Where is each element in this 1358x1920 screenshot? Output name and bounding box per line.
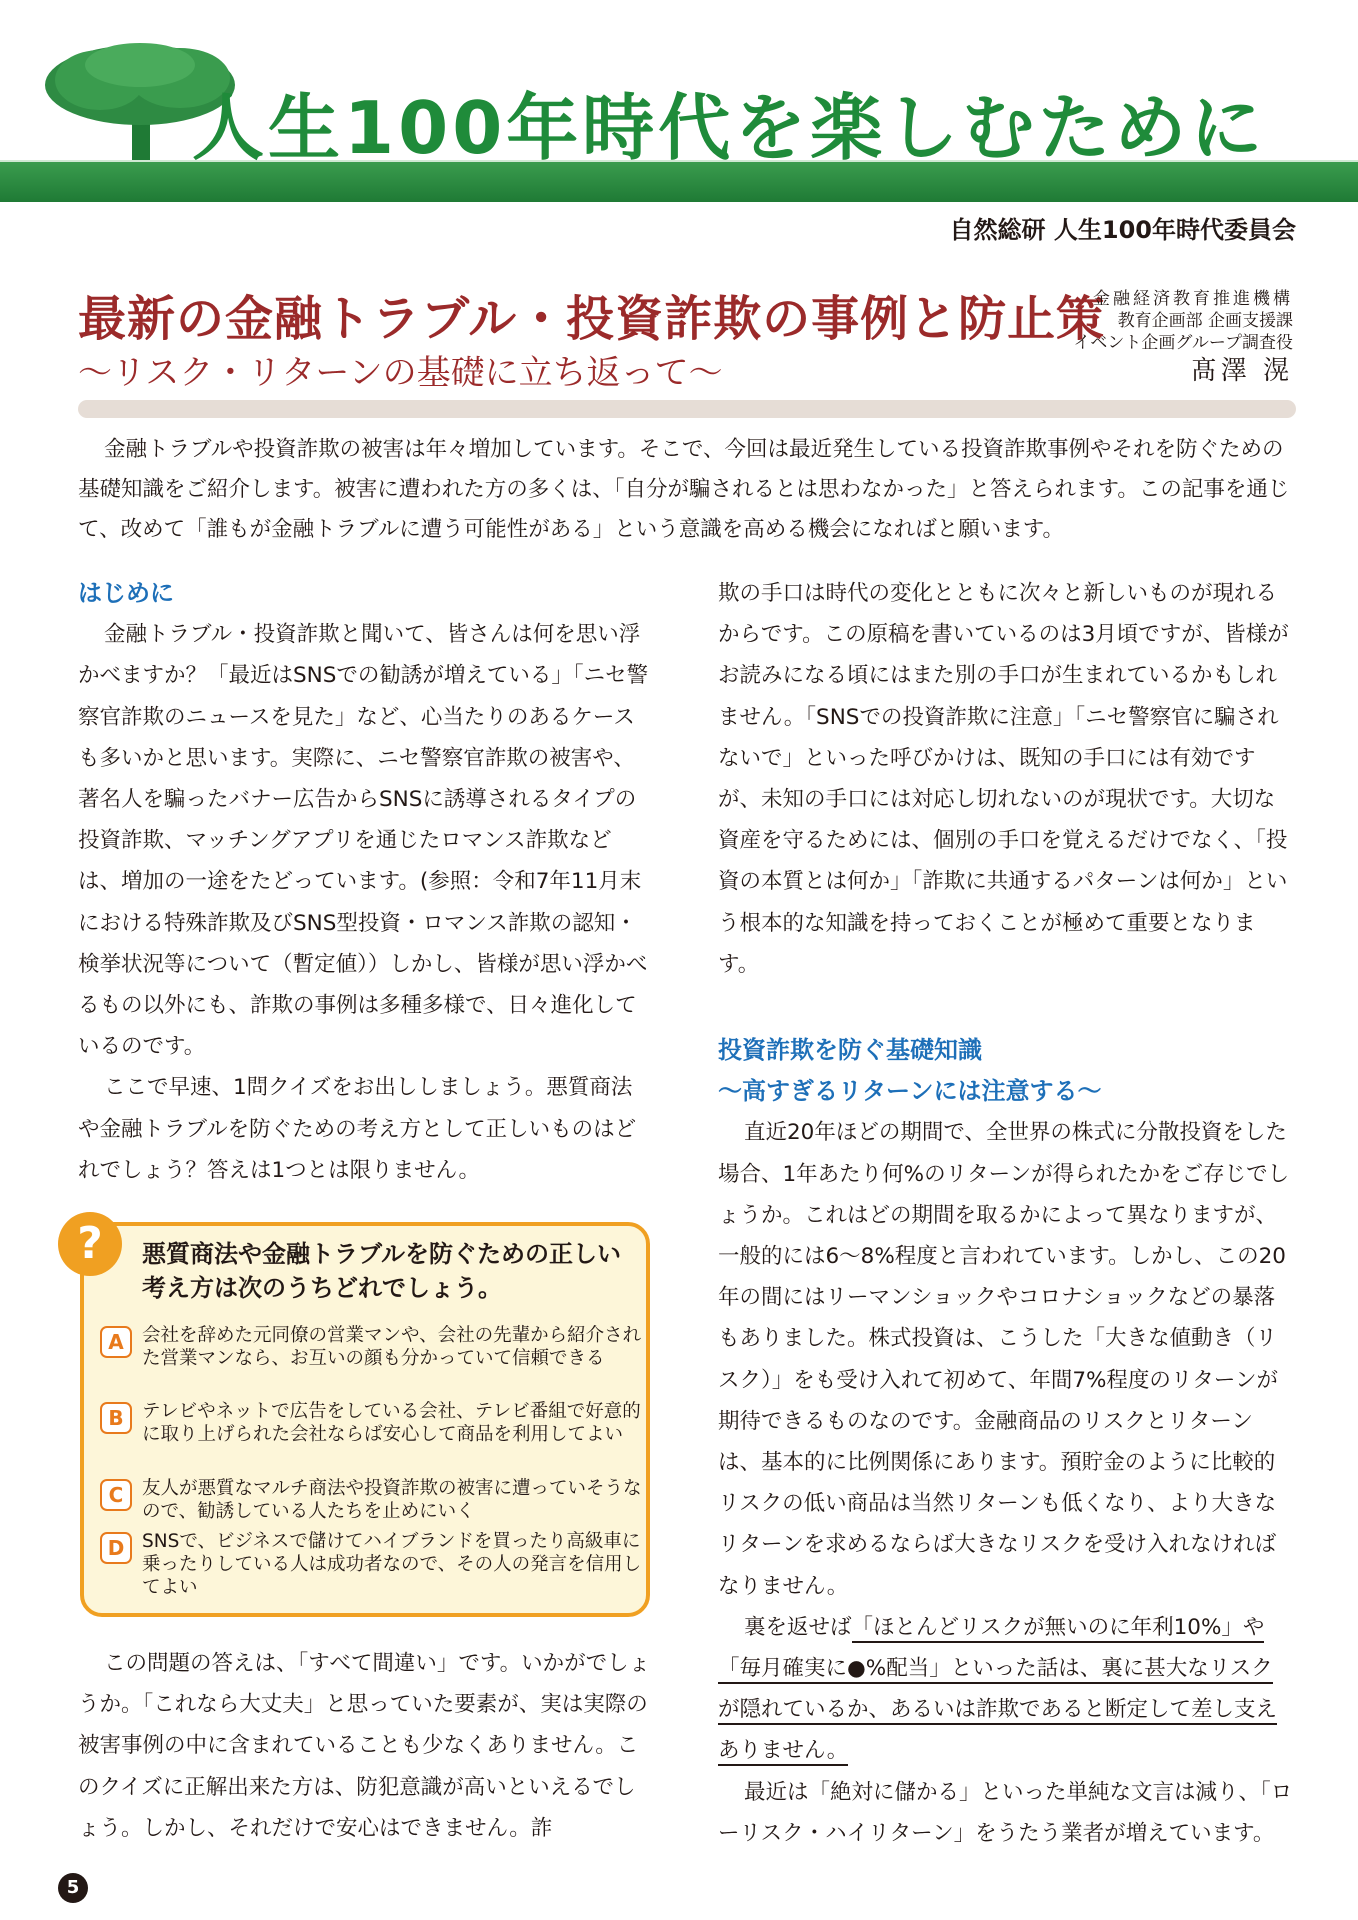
paragraph: 最近は「絶対に儲かる」といった単純な文言は減り、「ローリスク・ハイリターン」をうたう業者が増えています。 bbox=[718, 1779, 1293, 1846]
option-text: SNSで、ビジネスで儲けてハイブランドを買ったり高級車に乗ったりしている人は成功者なので、その人の発言を信用してよい bbox=[142, 1531, 642, 1598]
section-heading-intro: はじめに bbox=[78, 579, 174, 607]
paragraph: 金融トラブル・投資詐欺と聞いて、皆さんは何を思い浮かべますか？「最近はSNSでの勧誘が増えている」「ニセ警察官詐欺のニュースを見た」など、心当たりのあるケースも多いかと思います。実際に、ニセ警察官詐欺の被害や、著名人を騙ったバナー広告からSNSに誘導されるタイプの投資詐欺、マッチングアプリを通じたロマンス詐欺などは、増加の一途をたどっています。(参照：令和7年11月末における特殊詐欺及びSNS型投資・ロマンス詐欺の認知・検挙状況等について（暫定値））しかし、皆様が思い浮かべるもの以外にも、詐欺の事例は多種多様で、日々進化しているのです。 bbox=[78, 622, 649, 1060]
author-block bbox=[1073, 288, 1293, 386]
option-text: 友人が悪質なマルチ商法や投資詐欺の被害に遭っていそうなので、勧誘している人たちを止めにいく bbox=[142, 1478, 642, 1522]
intro-paragraph: 金融トラブルや投資詐欺の被害は年々増加しています。そこで、今回は最近発生している投資詐欺事例やそれを防ぐための基礎知識をご紹介します。被害に遭われた方の多くは、「自分が騙されるとは思わなかった」と答えられます。この記事を通じて、改めて「誰もが金融トラブルに遭う可能性がある」という意識を高める機会になればと願います。 bbox=[78, 437, 1290, 542]
option-text: 会社を辞めた元同僚の営業マンや、会社の先輩から紹介された営業マンなら、お互いの顔も分かっていて信頼できる bbox=[142, 1325, 642, 1369]
left-column-bottom bbox=[78, 1643, 653, 1849]
page-number: 5 bbox=[58, 1873, 88, 1903]
quiz-question: 悪質商法や金融トラブルを防ぐための正しい考え方は次のうちどれでしょう。 bbox=[142, 1240, 622, 1302]
author-role: イベント企画グループ調査役 bbox=[1073, 333, 1293, 353]
author-org: 金融経済教育推進機構 bbox=[1093, 289, 1293, 309]
option-letter: D bbox=[100, 1532, 132, 1564]
paragraph: 欺の手口は時代の変化とともに次々と新しいものが現れるからです。この原稿を書いているのは3月頃ですが、皆様がお読みになる頃にはまた別の手口が生まれているかもしれません。「SNSでの投資詐欺に注意」「ニセ警察官に騙されないで」といった呼びかけは、既知の手口には有効ですが、未知の手口には対応し切れないのが現状です。大切な資産を守るためには、個別の手口を覚えるだけでなく、「投資の本質とは何か」「詐欺に共通するパターンは何か」という根本的な知識を持っておくことが極めて重要となります。 bbox=[718, 581, 1289, 977]
section-heading-basics: 投資詐欺を防ぐ基礎知識 bbox=[718, 1036, 982, 1064]
option-letter: C bbox=[100, 1479, 132, 1511]
paragraph: 直近20年ほどの期間で、全世界の株式に分散投資をした場合、1年あたり何%のリターンが得られたかをご存じでしょうか。これはどの期間を取るかによって異なりますが、一般的には6〜8%程度と言われています。しかし、この20年の間にはリーマンショックやコロナショックなどの暴落もありました。株式投資は、こうした「大きな値動き（リスク）」をも受け入れて初めて、年間7%程度のリターンが期待できるものなのです。金融商品のリスクとリターンは、基本的に比例関係にあります。預貯金のように比較的リスクの低い商品は当然リターンも低くなり、より大きなリターンを求めるならば大きなリスクを受け入れなければなりません。 bbox=[718, 1120, 1290, 1599]
series-title: 人生100年時代を楽しむために bbox=[192, 86, 1267, 170]
right-column-bottom bbox=[718, 1030, 1293, 1854]
article-subtitle: 〜リスク・リターンの基礎に立ち返って〜 bbox=[78, 353, 723, 393]
option-text: テレビやネットで広告をしている会社、テレビ番組で好意的に取り上げられた会社ならば安心して商品を利用してよい bbox=[142, 1401, 641, 1445]
underlined-warning: 「ほとんどリスクが無いのに年利10%」や「毎月確実に●%配当」といった話は、裏に甚大なリスクが隠れているか、あるいは詐欺であると断定して差し支えありません。 bbox=[718, 1615, 1277, 1767]
paragraph bbox=[718, 1607, 1293, 1772]
left-column bbox=[78, 573, 653, 1191]
committee-name: 自然総研 人生100年時代委員会 bbox=[949, 216, 1296, 244]
option-letter: B bbox=[100, 1402, 132, 1434]
right-column-top bbox=[718, 573, 1293, 985]
paragraph-lead: 裏を返せば bbox=[744, 1614, 852, 1640]
author-name: 髙澤 滉 bbox=[1190, 356, 1293, 386]
article-title: 最新の金融トラブル・投資詐欺の事例と防止策 bbox=[78, 291, 1106, 347]
question-mark-icon: ? bbox=[58, 1212, 122, 1276]
title-divider bbox=[78, 400, 1296, 418]
option-letter: A bbox=[100, 1326, 132, 1358]
author-dept: 教育企画部 企画支援課 bbox=[1117, 311, 1293, 331]
paragraph: この問題の答えは、「すべて間違い」です。いかがでしょうか。「これなら大丈夫」と思っていた要素が、実は実際の被害事例の中に含まれていることも少なくありません。このクイズに正解出来た方は、防犯意識が高いといえるでしょう。しかし、それだけで安心はできません。詐 bbox=[78, 1651, 651, 1841]
section-subheading-basics: 〜高すぎるリターンには注意する〜 bbox=[718, 1077, 1102, 1106]
paragraph: ここで早速、1問クイズをお出ししましょう。悪質商法や金融トラブルを防ぐための考え方として正しいものはどれでしょう？答えは1つとは限りません。 bbox=[78, 1075, 637, 1183]
